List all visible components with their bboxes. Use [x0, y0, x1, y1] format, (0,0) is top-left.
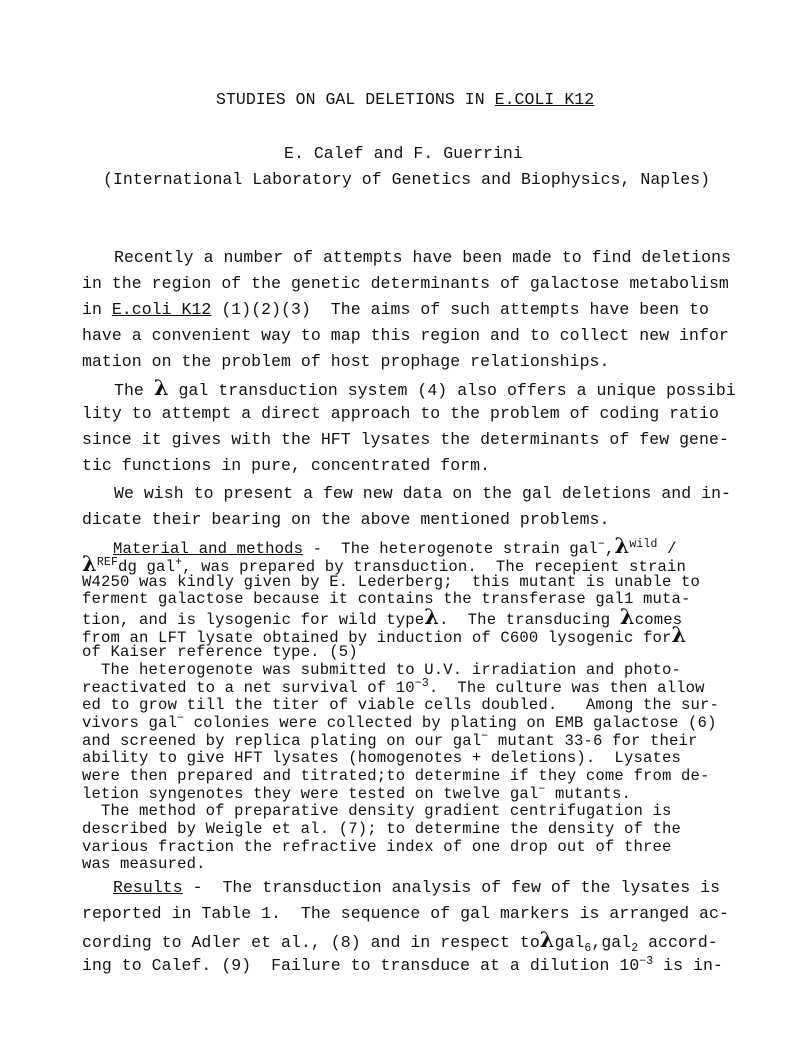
- methods-line15: [82, 785, 631, 803]
- lambda-symbol: λ: [539, 927, 555, 952]
- methods-line1-text: - The heterogenote strain gal: [303, 540, 598, 558]
- methods-line16: The method of preparative density gradient centrifugation is: [82, 802, 672, 820]
- title-text: STUDIES ON GAL DELETIONS IN: [216, 90, 495, 109]
- results-line3-d: accord-: [638, 933, 718, 952]
- results-heading: Results: [113, 878, 183, 897]
- results-line3: [82, 927, 718, 955]
- results-line1: [113, 879, 720, 897]
- intro-p1-line3-sep: [211, 300, 221, 319]
- results-line4: [82, 957, 723, 975]
- affiliation: (International Laboratory of Genetics and Biophysics, Naples): [103, 170, 711, 189]
- methods-line18: various fraction the refractive index of one drop out of three: [82, 838, 672, 856]
- methods-line6-a: from an LFT lysate obtained by induction of C600 lysogenic for: [82, 629, 672, 647]
- results-line2: reported in Table 1. The sequence of gal markers is arranged ac-: [82, 904, 729, 923]
- lambda-symbol: λ: [619, 604, 635, 629]
- superscript-minus: −: [538, 783, 546, 796]
- results-line3-comma: ,: [591, 933, 602, 952]
- results-line3-gal2: gal: [601, 933, 632, 952]
- intro-p3-line1: We wish to present a few new data on the gal deletions and in-: [114, 484, 731, 503]
- results-line1-text: - The transduction analysis of few of the lysates is: [182, 878, 721, 897]
- methods-line8: The heterogenote was submitted to U.V. irradiation and photo-: [82, 661, 681, 679]
- intro-p2-line2: lity to attempt a direct approach to the problem of coding ratio: [82, 404, 719, 423]
- methods-line5-a: tion, and is lysogenic for wild type: [82, 611, 425, 629]
- results-line3-a: cording to Adler et al., (8) and in respect to: [82, 933, 540, 952]
- methods-line19: was measured.: [82, 855, 206, 873]
- methods-line1-slash: /: [657, 540, 677, 558]
- intro-p3-line2: dicate their bearing on the above mentioned problems.: [82, 510, 610, 529]
- superscript-exponent: −3: [414, 677, 429, 690]
- lambda-symbol: λ: [614, 533, 630, 558]
- intro-p1-line4: have a convenient way to map this region and to collect new infor: [82, 326, 729, 345]
- organism-name: E.coli K12: [111, 300, 212, 319]
- methods-line11-b: colonies were collected by plating on EMB galactose (6): [184, 714, 717, 732]
- superscript-plus: +: [175, 556, 183, 569]
- subscript-6: 6: [584, 942, 592, 955]
- intro-p1-line1: Recently a number of attempts have been made to find deletions: [114, 248, 731, 267]
- superscript-ref: REF: [96, 556, 119, 569]
- methods-line1-comma: ,: [604, 540, 615, 558]
- methods-line12-b: mutant 33-6 for their: [488, 732, 698, 750]
- superscript-wild: wild: [629, 538, 658, 551]
- methods-line13: ability to give HFT lysates (homogenotes + deletions). Lysates: [82, 749, 681, 767]
- methods-line7: of Kaiser reference type. (5): [82, 643, 358, 661]
- intro-p2-line1: [114, 375, 736, 400]
- results-line4-b: is in-: [653, 956, 723, 975]
- methods-line9-b: . The culture was then allow: [428, 679, 705, 697]
- lambda-symbol: λ: [153, 375, 169, 400]
- methods-line9-a: reactivated to a net survival of 10: [82, 679, 415, 697]
- methods-line4: ferment galactose because it contains the transferase gal1 muta-: [82, 590, 691, 608]
- lambda-symbol: λ: [671, 622, 687, 647]
- results-line3-gal: gal: [554, 933, 585, 952]
- methods-line3: W4250 was kindly given by E. Lederberg; this mutant is unable to: [82, 573, 701, 591]
- lambda-symbol: λ: [82, 551, 97, 576]
- subscript-2: 2: [631, 942, 639, 955]
- paper-title: [216, 91, 594, 109]
- word-in: in: [82, 300, 112, 319]
- superscript-minus: −: [481, 730, 489, 743]
- methods-line14: were then prepared and titrated;to determine if they come from de-: [82, 767, 710, 785]
- methods-line15-a: letion syngenotes they were tested on twelve gal: [82, 785, 539, 803]
- methods-line2-b: , was prepared by transduction. The recepient strain: [182, 558, 687, 576]
- intro-p1-line2: in the region of the genetic determinants of galactose metabolism: [82, 274, 729, 293]
- superscript-minus: −: [177, 712, 185, 725]
- methods-line9: [82, 679, 705, 697]
- lambda-symbol: λ: [424, 604, 440, 629]
- methods-line17: described by Weigle et al. (7); to determine the density of the: [82, 820, 681, 838]
- intro-p2-line3: since it gives with the HFT lysates the determinants of few gene-: [82, 430, 729, 449]
- methods-line12-a: and screened by replica plating on our gal: [82, 732, 482, 750]
- intro-p1-line3-text: (1)(2)(3) The aims of such attempts have been to: [221, 300, 709, 319]
- methods-line12: [82, 732, 698, 750]
- methods-line11: [82, 714, 717, 732]
- methods-line10: ed to grow till the titer of viable cells doubled. Among the sur-: [82, 696, 720, 714]
- methods-line15-b: mutants.: [545, 785, 632, 803]
- methods-line5-b: . The transducing: [439, 611, 611, 629]
- word-the: The: [114, 381, 144, 400]
- intro-p1-line3: [82, 301, 709, 319]
- superscript-exponent: −3: [639, 955, 654, 968]
- authors: E. Calef and F. Guerrini: [284, 144, 523, 163]
- title-organism: E.COLI K12: [494, 90, 595, 109]
- methods-line5-c: comes: [634, 611, 683, 629]
- methods-line11-a: vivors gal: [82, 714, 178, 732]
- intro-p2-line1-text: gal transduction system (4) also offers a unique possibi: [178, 381, 736, 400]
- intro-p2-line4: tic functions in pure, concentrated form.: [82, 456, 491, 475]
- results-line4-a: ing to Calef. (9) Failure to transduce at a dilution 10: [82, 956, 640, 975]
- methods-heading: Material and methods: [113, 540, 304, 558]
- methods-line2-a: dg gal: [118, 558, 176, 576]
- intro-p1-line5: mation on the problem of host prophage relationships.: [82, 352, 610, 371]
- superscript-minus: −: [597, 538, 605, 551]
